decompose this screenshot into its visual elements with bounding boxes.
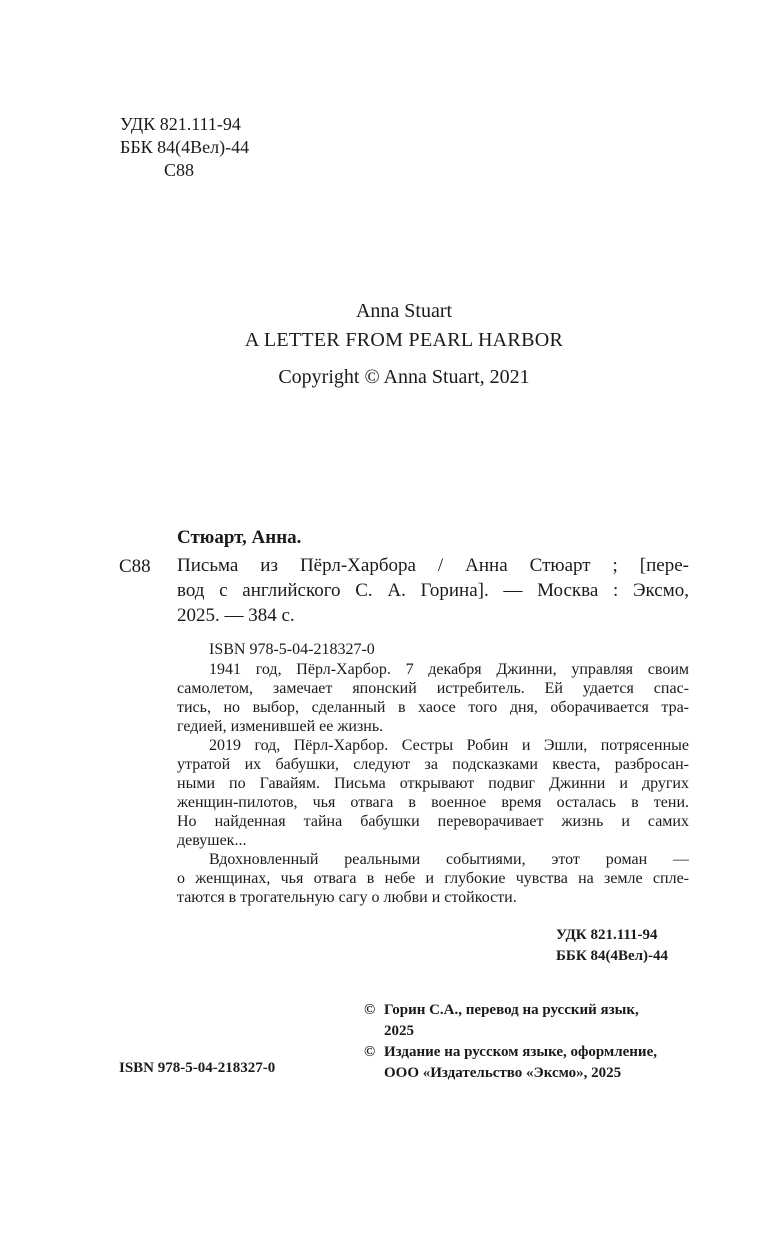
footer-udk: УДК 821.111-94: [556, 927, 658, 943]
annotation-line: о женщинах, чья отвага в небе и глубокие чувства на земле спле-: [177, 870, 689, 887]
entry-author-code: С88: [119, 556, 151, 577]
classification-codes: [120, 113, 249, 182]
annotation-line: утратой их бабушки, следуют за подсказками квеста, разбросан-: [177, 756, 689, 773]
annotation-line: женщин-пилотов, чья отвага в военное время осталась в тени.: [177, 794, 689, 811]
copyright-translation: [364, 1000, 657, 1021]
annotation-line: 2019 год, Пёрл-Харбор. Сестры Робин и Эшли, потрясенные: [209, 737, 689, 754]
bbk-code: ББК 84(4Вел)-44: [120, 137, 250, 157]
biblio-line: вод с английского С. А. Горина]. — Москва : Эксмо,: [177, 580, 689, 601]
annotation-paragraph: [177, 850, 689, 907]
original-title: A LETTER FROM PEARL HARBOR: [244, 329, 564, 351]
annotation-line: таются в трогательную сагу о любви и стойкости.: [177, 889, 517, 906]
copyright-symbol: ©: [364, 1002, 376, 1018]
annotation: [177, 660, 689, 907]
udk-code: УДК 821.111-94: [120, 114, 241, 134]
annotation-line: тись, но выбор, сделанный в хаосе того дня, оборачивается тра-: [177, 699, 689, 716]
annotation-line: девушек...: [177, 832, 247, 849]
footer-bbk: ББК 84(4Вел)-44: [556, 948, 669, 964]
copyright-translation-year: 2025: [384, 1023, 414, 1039]
annotation-line: самолетом, замечает японский истребитель. Ей удается спас-: [177, 680, 689, 697]
copyright-edition-publisher: ООО «Издательство «Эксмо», 2025: [384, 1065, 622, 1081]
annotation-line: ными по Гавайям. Письма открывают подвиг Джинни и других: [177, 775, 689, 792]
annotation-paragraph: [177, 736, 689, 850]
biblio-line: Письма из Пёрл-Харбора / Анна Стюарт ; [пере-: [177, 555, 689, 576]
annotation-line: Вдохновленный реальными событиями, этот роман —: [209, 851, 689, 868]
annotation-line: гедией, изменившей ее жизнь.: [177, 718, 384, 735]
copyright-notices: [364, 1000, 657, 1084]
copyright-translation-line: Горин С.А., перевод на русский язык,: [384, 1002, 639, 1018]
author-code: С88: [164, 160, 195, 180]
original-copyright: Copyright © Anna Stuart, 2021: [278, 366, 530, 388]
copyright-edition: [364, 1042, 657, 1063]
copyright-symbol: ©: [364, 1044, 376, 1060]
original-author: Anna Stuart: [355, 300, 453, 322]
footer-codes: [556, 925, 668, 967]
entry-isbn: ISBN 978-5-04-218327-0: [209, 641, 375, 658]
annotation-paragraph: [177, 660, 689, 736]
copyright-edition-line: Издание на русском языке, оформление,: [384, 1044, 657, 1060]
bibliographic-description: [177, 553, 689, 628]
annotation-line: 1941 год, Пёрл-Харбор. 7 декабря Джинни, управляя своим: [209, 661, 689, 678]
footer-isbn: ISBN 978-5-04-218327-0: [119, 1060, 276, 1076]
biblio-line: 2025. — 384 с.: [177, 605, 295, 626]
annotation-line: Но найденная тайна бабушки переворачивает жизнь и самих: [177, 813, 689, 830]
entry-heading: Стюарт, Анна.: [177, 527, 302, 548]
